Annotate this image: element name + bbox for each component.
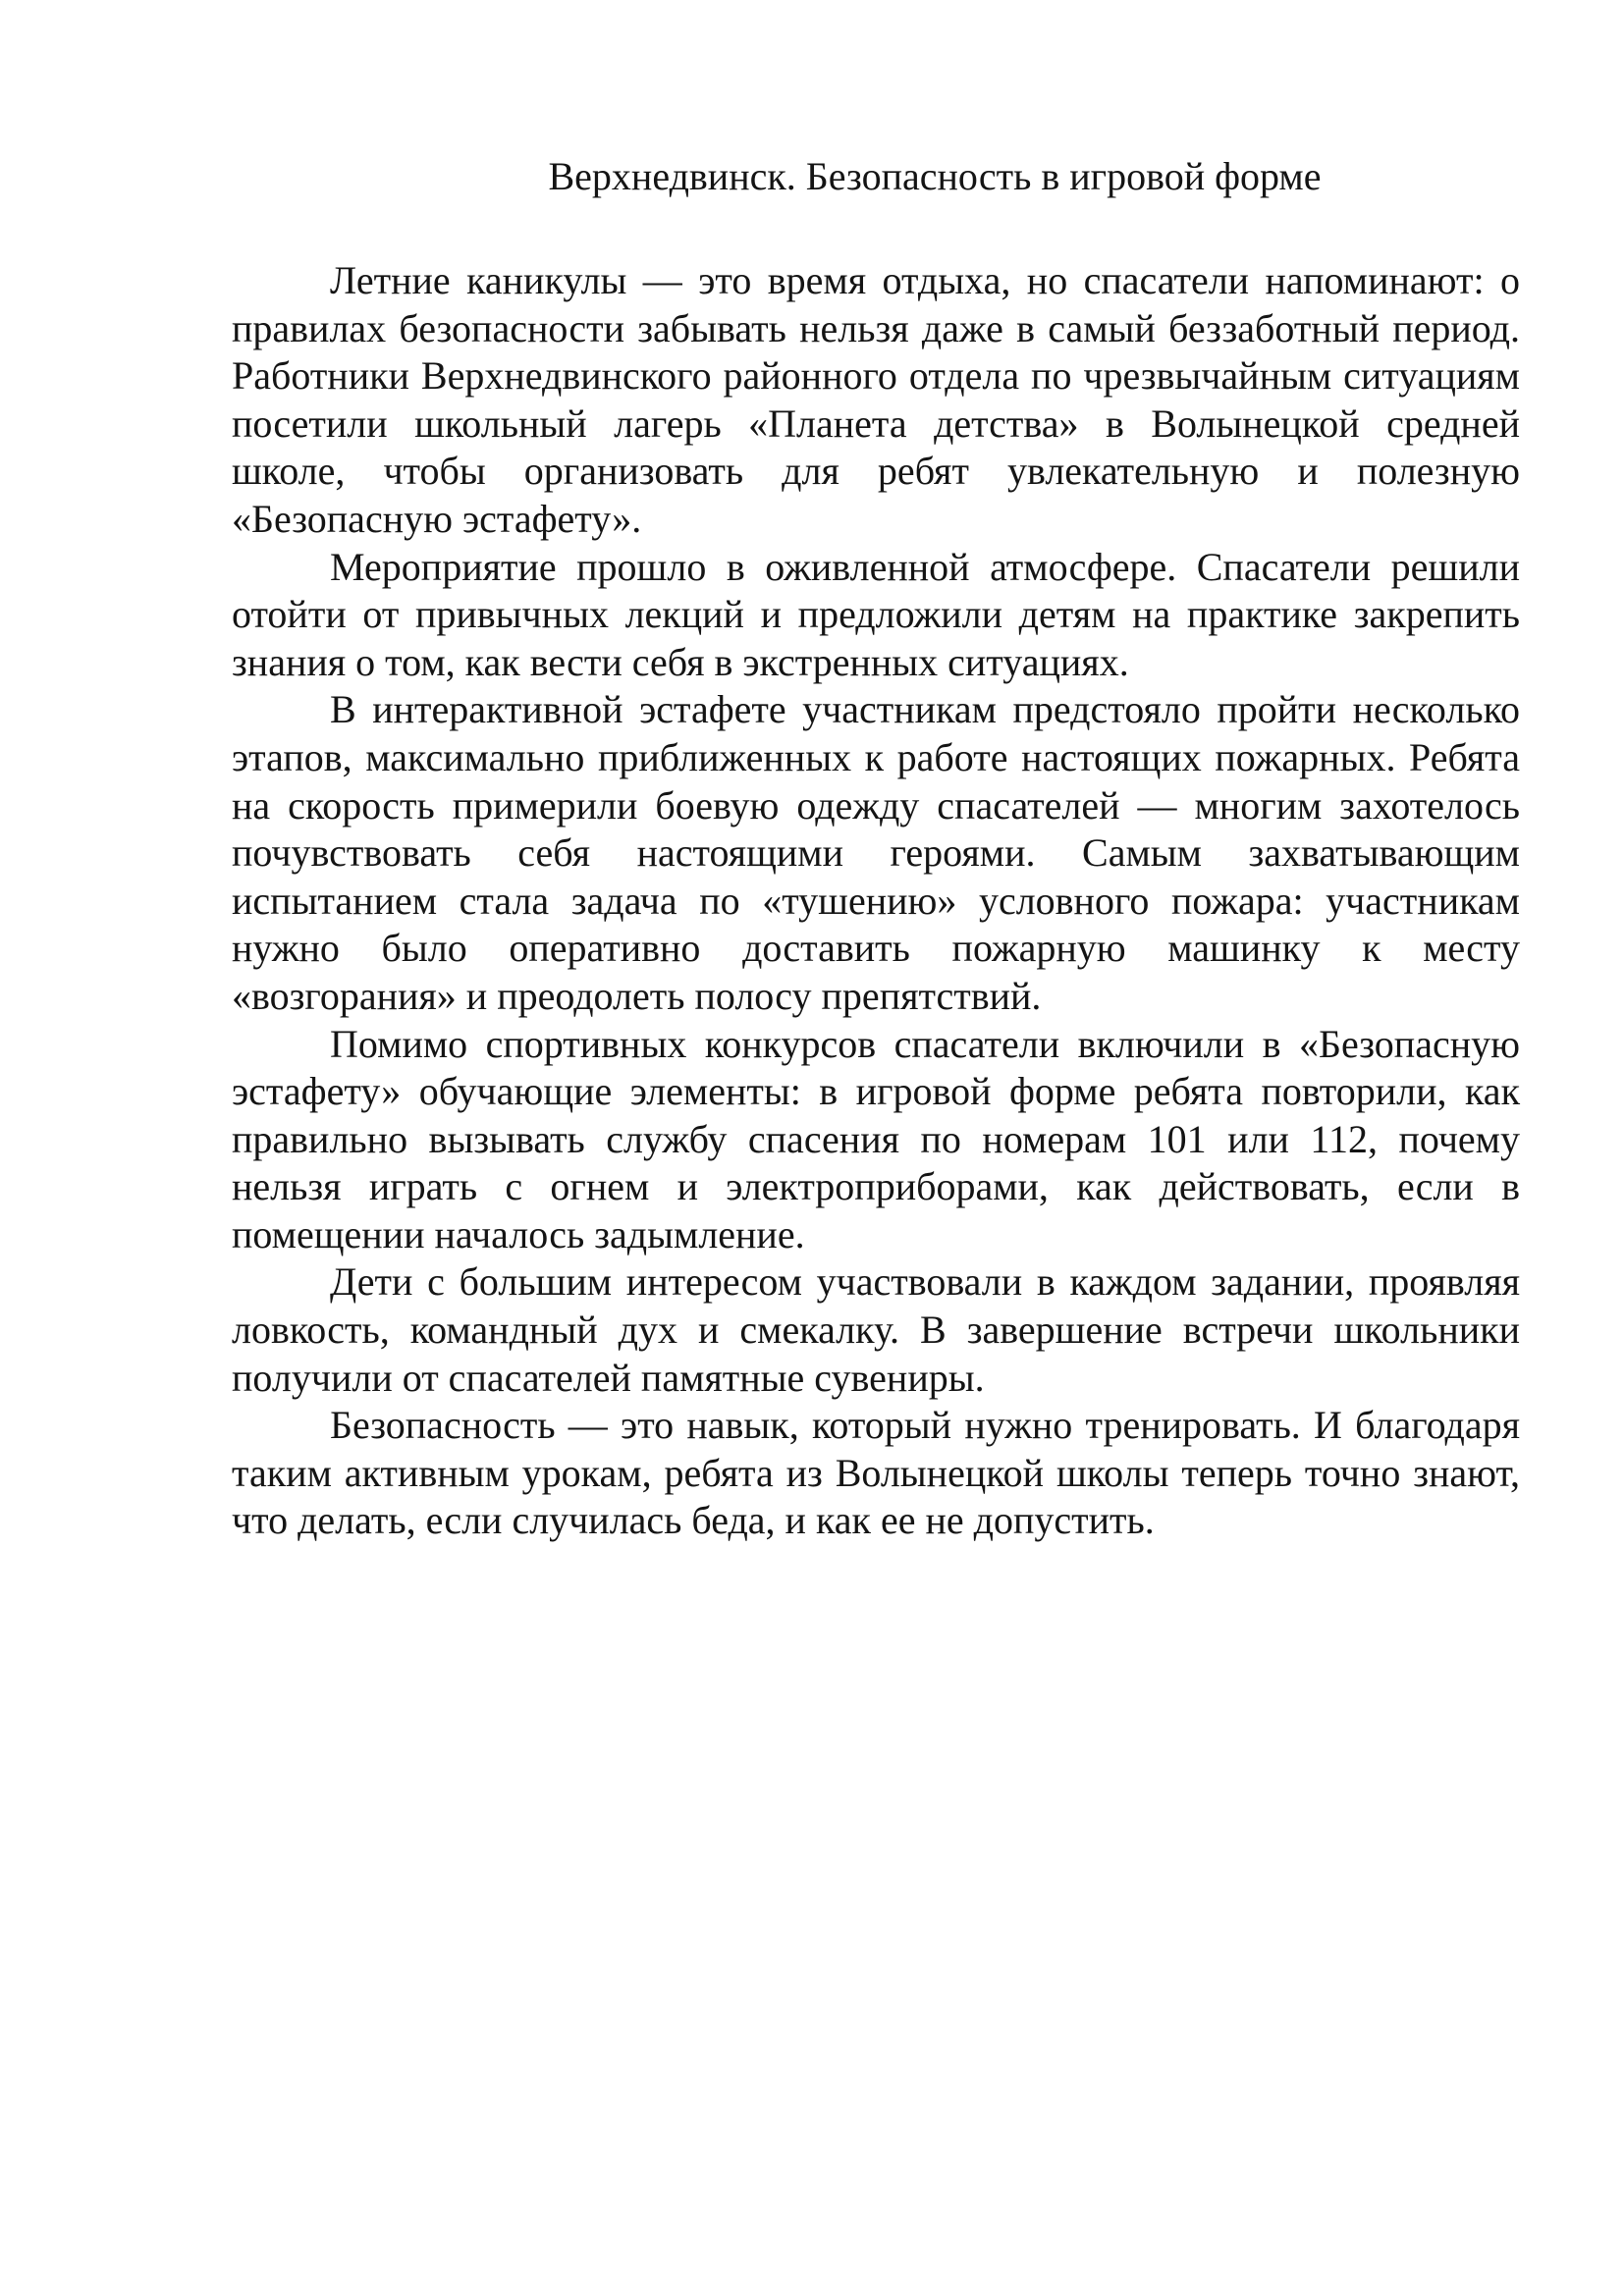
document-title: Верхнедвинск. Безопасность в игровой форме [548,154,1322,198]
paragraph-relay-stages: В интерактивной эстафете участникам предстояло пройти несколько этапов, максимально приближенных к работе настоящих пожарных. Ребята на скорость примерили боевую одежду спасателей — многим захотелось почувствовать себя настоящими героями. Самым захватывающим испытанием стала задача по «тушению» условного пожара: участникам нужно было оперативно доставить пожарную машинку к месту «возгорания» и преодолеть полосу препятствий. [232,687,1520,1018]
paragraph-children-interest: Дети с большим интересом участвовали в каждом задании, проявляя ловкость, командный дух и смекалку. В завершение встречи школьники получили от спасателей памятные сувениры. [232,1259,1520,1400]
paragraph-educational-elements: Помимо спортивных конкурсов спасатели включили в «Безопасную эстафету» обучающие элементы: в игровой форме ребята повторили, как правильно вызывать службу спасения по номерам 101 или 112, почему нельзя играть с огнем и электроприборами, как действовать, если в помещении началось задымление. [232,1021,1520,1256]
paragraph-atmosphere: Мероприятие прошло в оживленной атмосфере. Спасатели решили отойти от привычных лекций и предложили детям на практике закрепить знания о том, как вести себя в экстренных ситуациях. [232,544,1520,684]
paragraph-conclusion: Безопасность — это навык, который нужно тренировать. И благодаря таким активным урокам, ребята из Волынецкой школы теперь точно знают, что делать, если случилась беда, и как ее не допустить. [232,1403,1520,1543]
paragraph-intro: Летние каникулы — это время отдыха, но спасатели напоминают: о правилах безопасности забывать нельзя даже в самый беззаботный период. Работники Верхнедвинского районного отдела по чрезвычайным ситуациям посетили школьный лагерь «Планета детства» в Волынецкой средней школе, чтобы организовать для ребят увлекательную и полезную «Безопасную эстафету». [232,258,1520,541]
document-body [232,153,1520,1545]
